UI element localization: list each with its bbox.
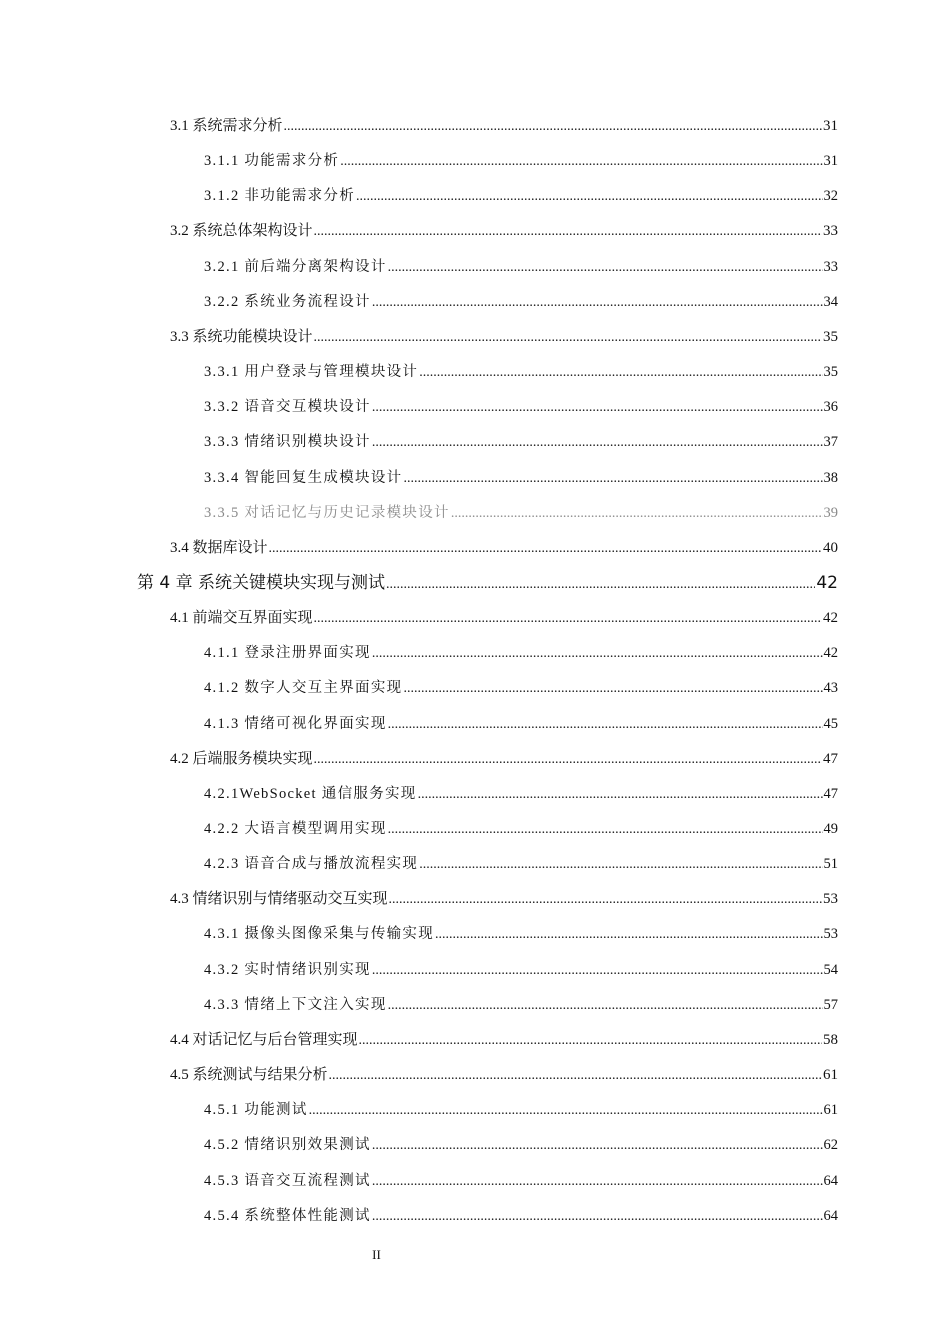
dot-leader: [451, 501, 823, 525]
dot-leader: [372, 430, 823, 454]
toc-entry[interactable]: [204, 255, 838, 279]
dot-leader: [284, 114, 822, 138]
toc-entry[interactable]: [170, 887, 838, 911]
toc-entry-title: 4.1.2 数字人交互主界面实现: [204, 680, 403, 696]
toc-entry[interactable]: [204, 993, 838, 1017]
toc-entry-title: 4.2.3 语音合成与播放流程实现: [204, 856, 419, 872]
dot-leader: [388, 712, 823, 736]
dot-leader: [386, 571, 815, 595]
toc-entry[interactable]: [204, 1169, 838, 1193]
dot-leader: [419, 852, 822, 876]
dot-leader: [314, 606, 822, 630]
toc-entry[interactable]: [204, 641, 838, 665]
toc-entry[interactable]: [204, 290, 838, 314]
dot-leader: [269, 536, 822, 560]
dot-leader: [403, 466, 822, 490]
toc-entry[interactable]: [204, 712, 838, 736]
dot-leader: [359, 1028, 822, 1052]
toc-entry-title: 4.5.4 系统整体性能测试: [204, 1208, 371, 1224]
toc-entry-title: 3.4 数据库设计: [170, 540, 268, 556]
toc-entry[interactable]: [170, 114, 838, 138]
toc-page-number: 35: [823, 364, 838, 380]
toc-page-number: 34: [823, 294, 838, 310]
page-number: II: [372, 1247, 381, 1262]
toc-page-number: 36: [823, 399, 838, 415]
toc-entry-title: 3.2.1 前后端分离架构设计: [204, 259, 387, 275]
toc-entry-title: 4.3.3 情绪上下文注入实现: [204, 997, 387, 1013]
dot-leader: [372, 958, 823, 982]
dot-leader: [419, 360, 822, 384]
toc-page-number: 47: [823, 751, 838, 767]
toc-page-number: 43: [823, 680, 838, 696]
toc-entry-title: 4.3.2 实时情绪识别实现: [204, 962, 371, 978]
toc-page-number: 40: [823, 540, 838, 556]
toc-entry[interactable]: [170, 219, 838, 243]
toc-page-number: 35: [823, 329, 838, 345]
toc-page-number: 38: [823, 470, 838, 486]
toc-page-number: 31: [823, 118, 838, 134]
dot-leader: [372, 395, 823, 419]
toc-entry[interactable]: [204, 430, 838, 454]
toc-entry-title: 3.3.2 语音交互模块设计: [204, 399, 371, 415]
toc-entry[interactable]: [204, 1098, 838, 1122]
toc-entry[interactable]: [204, 1133, 838, 1157]
toc-entry-title: 4.3 情绪识别与情绪驱动交互实现: [170, 891, 388, 907]
toc-page-number: 32: [823, 188, 838, 204]
toc-entry-title: 3.3.3 情绪识别模块设计: [204, 434, 371, 450]
toc-entry[interactable]: [204, 852, 838, 876]
dot-leader: [329, 1063, 822, 1087]
toc-entry[interactable]: [204, 466, 838, 490]
toc-chapter-entry[interactable]: [137, 571, 838, 595]
toc-entry-title: 4.1 前端交互界面实现: [170, 610, 313, 626]
toc-entry-title: 4.2 后端服务模块实现: [170, 751, 313, 767]
dot-leader: [372, 1204, 823, 1228]
dot-leader: [372, 1133, 823, 1157]
toc-page-number: 51: [823, 856, 838, 872]
dot-leader: [314, 747, 822, 771]
toc-entry[interactable]: [204, 149, 838, 173]
dot-leader: [418, 782, 823, 806]
dot-leader: [314, 219, 822, 243]
dot-leader: [340, 149, 822, 173]
toc-entry[interactable]: [204, 817, 838, 841]
toc-page-number: 53: [823, 926, 838, 942]
toc-page-number: 64: [823, 1208, 838, 1224]
dot-leader: [388, 993, 823, 1017]
toc-entry[interactable]: [204, 922, 838, 946]
toc-page-number: 61: [823, 1067, 838, 1083]
toc-page-number: 53: [823, 891, 838, 907]
toc-entry-title: 3.3.5 对话记忆与历史记录模块设计: [204, 505, 450, 521]
toc-entry[interactable]: [204, 676, 838, 700]
dot-leader: [356, 184, 822, 208]
toc-entry-title: 4.5.2 情绪识别效果测试: [204, 1137, 371, 1153]
toc-page-number: 37: [823, 434, 838, 450]
toc-entry-title: 4.1.1 登录注册界面实现: [204, 645, 371, 661]
toc-page-number: 42: [816, 573, 838, 593]
toc-entry[interactable]: [204, 501, 838, 525]
toc-page-number: 49: [823, 821, 838, 837]
toc-entry[interactable]: [204, 184, 838, 208]
toc-page-number: 33: [823, 223, 838, 239]
toc-page-number: 42: [823, 645, 838, 661]
toc-page-number: 42: [823, 610, 838, 626]
toc-entry[interactable]: [170, 1028, 838, 1052]
toc-entry[interactable]: [204, 958, 838, 982]
toc-entry-title: 4.4 对话记忆与后台管理实现: [170, 1032, 358, 1048]
toc-entry-title: 第 4 章 系统关键模块实现与测试: [137, 573, 386, 593]
dot-leader: [403, 676, 822, 700]
toc-entry-title: 4.2.2 大语言模型调用实现: [204, 821, 387, 837]
dot-leader: [314, 325, 822, 349]
toc-entry[interactable]: [204, 1204, 838, 1228]
toc-page-number: 33: [823, 259, 838, 275]
toc-page-number: 58: [823, 1032, 838, 1048]
toc-page-number: 64: [823, 1173, 838, 1189]
toc-entry-title: 3.3.1 用户登录与管理模块设计: [204, 364, 419, 380]
dot-leader: [372, 290, 823, 314]
toc-entry-title: 3.1.1 功能需求分析: [204, 153, 340, 169]
dot-leader: [372, 1169, 823, 1193]
dot-leader: [389, 887, 822, 911]
toc-entry-title: 4.5.3 语音交互流程测试: [204, 1173, 371, 1189]
toc-page-number: 45: [823, 716, 838, 732]
toc-entry[interactable]: [204, 360, 838, 384]
toc-entry-title: 3.1.2 非功能需求分析: [204, 188, 356, 204]
toc-entry-title: 3.3.4 智能回复生成模块设计: [204, 470, 403, 486]
dot-leader: [309, 1098, 823, 1122]
toc-entry-title: 4.5 系统测试与结果分析: [170, 1067, 328, 1083]
toc-entry[interactable]: [170, 325, 838, 349]
toc-entry[interactable]: [170, 747, 838, 771]
dot-leader: [435, 922, 822, 946]
toc-page-number: 54: [823, 962, 838, 978]
dot-leader: [388, 255, 823, 279]
toc-entry[interactable]: [170, 606, 838, 630]
dot-leader: [372, 641, 823, 665]
toc-entry-title: 4.5.1 功能测试: [204, 1102, 308, 1118]
toc-entry-title: 3.1 系统需求分析: [170, 118, 283, 134]
toc-entry-title: 4.2.1WebSocket 通信服务实现: [204, 786, 417, 802]
toc-entry-title: 4.3.1 摄像头图像采集与传输实现: [204, 926, 435, 942]
toc-page-number: 31: [823, 153, 838, 169]
toc-page-number: 61: [823, 1102, 838, 1118]
toc-entry[interactable]: [204, 782, 838, 806]
toc-entry[interactable]: [204, 395, 838, 419]
dot-leader: [388, 817, 823, 841]
toc-page-number: 47: [823, 786, 838, 802]
toc-entry-title: 4.1.3 情绪可视化界面实现: [204, 716, 387, 732]
toc-entry[interactable]: [170, 1063, 838, 1087]
toc-entry-title: 3.3 系统功能模块设计: [170, 329, 313, 345]
toc-page-number: 39: [823, 505, 838, 521]
toc-entry-title: 3.2 系统总体架构设计: [170, 223, 313, 239]
toc-page-number: 62: [823, 1137, 838, 1153]
toc-entry-title: 3.2.2 系统业务流程设计: [204, 294, 371, 310]
toc-entry[interactable]: [170, 536, 838, 560]
toc-page-number: 57: [823, 997, 838, 1013]
